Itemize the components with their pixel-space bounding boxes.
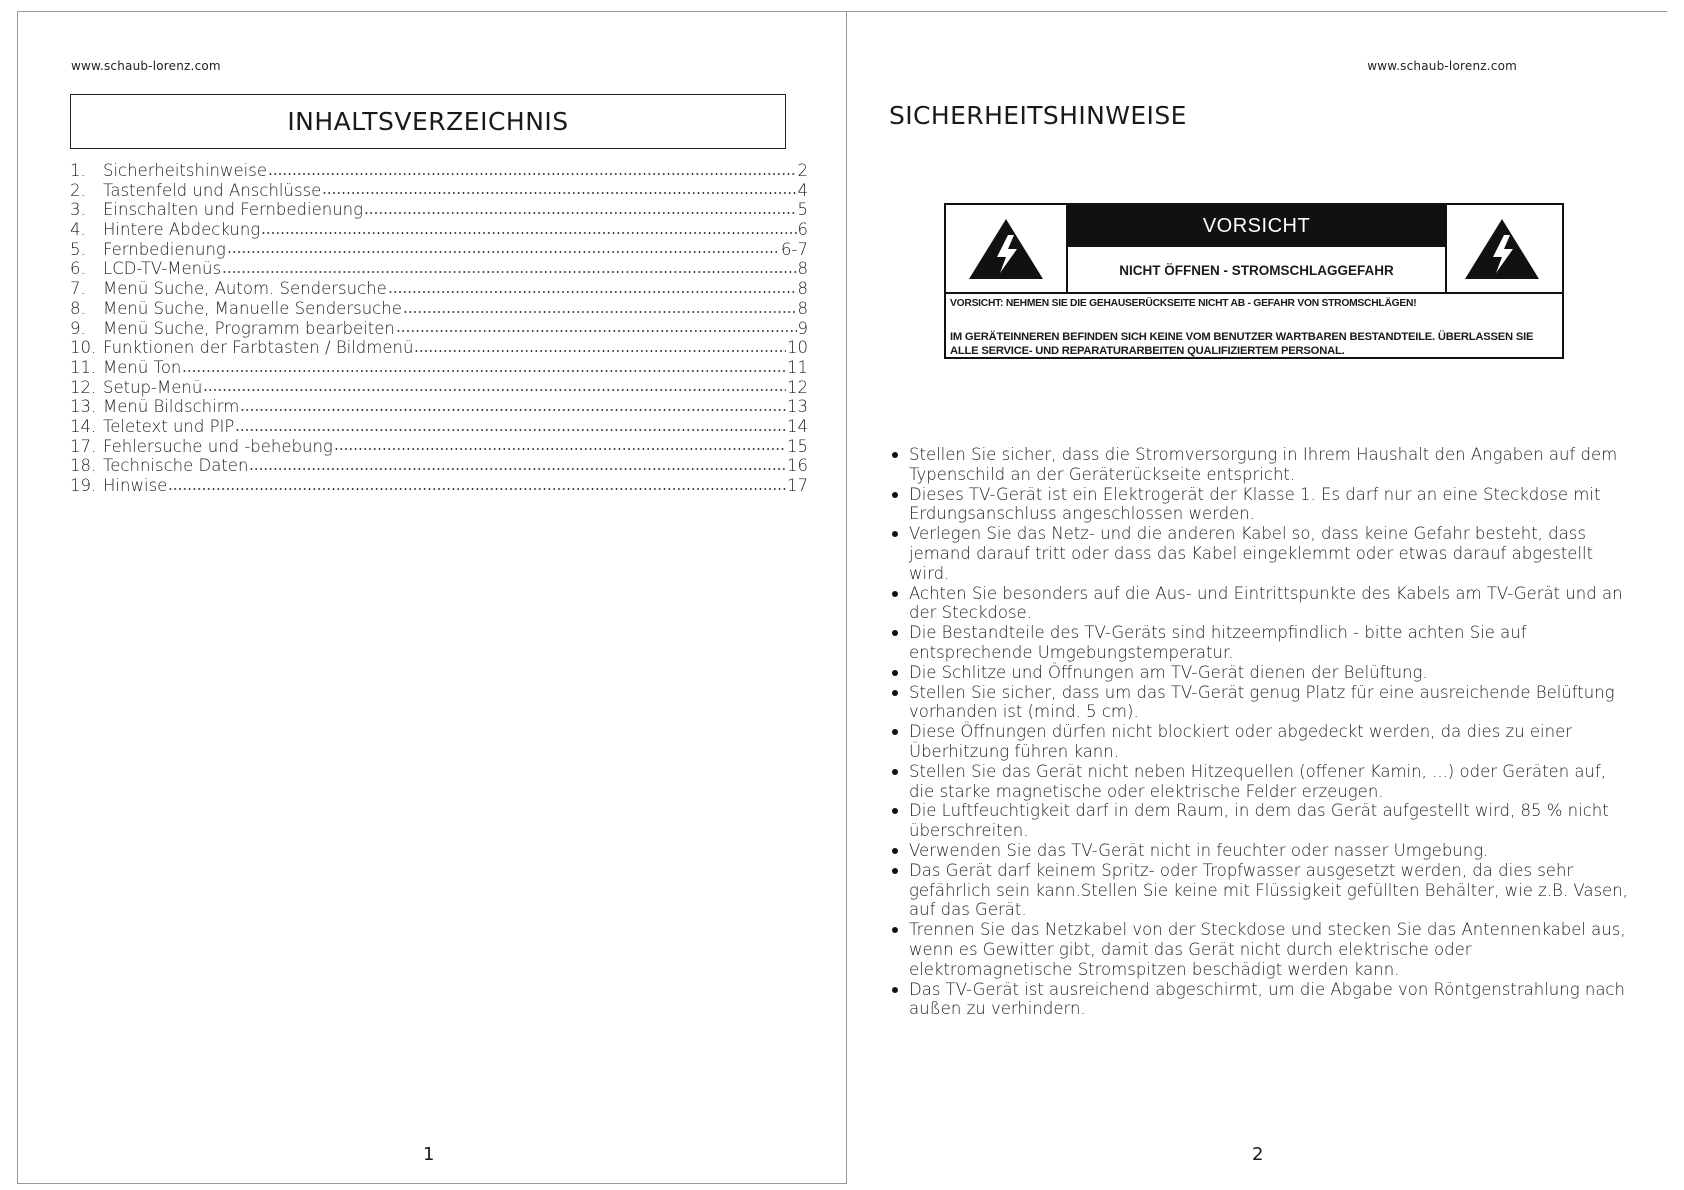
page-number: 2 — [1252, 1144, 1264, 1165]
toc-entry-number: 11. — [70, 357, 97, 377]
toc-entry — [70, 240, 808, 260]
toc-entry-page: 8 — [797, 259, 808, 279]
toc-entry-number: 4. — [70, 220, 86, 240]
toc-entry-number: 13. — [70, 397, 97, 417]
warning-center-panel — [1066, 205, 1447, 292]
table-of-contents — [70, 161, 808, 496]
toc-entry-number: 17. — [70, 436, 97, 456]
safety-item: Die Luftfeuchtigkeit darf in dem Raum, in dem das Gerät aufgestellt wird, 85 % nicht überschreiten. — [889, 801, 1629, 841]
toc-entry-title: Funktionen der Farbtasten / Bildmenü — [103, 338, 414, 358]
toc-entry-title: Menü Suche, Autom. Sendersuche — [103, 279, 387, 299]
toc-entry — [70, 200, 808, 220]
toc-entry-number: 8. — [70, 298, 86, 318]
warning-header: VORSICHT — [1068, 205, 1445, 247]
toc-entry-title: Menü Ton — [103, 357, 182, 377]
safety-item: Achten Sie besonders auf die Aus- und Eintrittspunkte des Kabels am TV-Gerät und an der Steckdose. — [889, 584, 1629, 624]
safety-item: Die Bestandteile des TV-Geräts sind hitzeempfindlich - bitte achten Sie auf entsprechende Umgebungstemperatur. — [889, 623, 1629, 663]
toc-entry-title: Hintere Abdeckung — [103, 220, 261, 240]
safety-item: Die Schlitze und Öffnungen am TV-Gerät dienen der Belüftung. — [889, 663, 1629, 683]
toc-entry-number: 19. — [70, 476, 97, 495]
toc-leader-dots — [168, 487, 786, 491]
toc-entry-number: 12. — [70, 377, 97, 397]
toc-entry-number: 7. — [70, 279, 86, 299]
toc-leader-dots — [227, 250, 780, 254]
toc-entry-number: 18. — [70, 456, 97, 476]
warning-label — [944, 203, 1564, 359]
toc-leader-dots — [182, 369, 786, 373]
toc-leader-dots — [403, 310, 797, 314]
toc-entry-title: Fehlersuche und -behebung — [103, 436, 333, 456]
toc-leader-dots — [203, 388, 786, 392]
toc-leader-dots — [396, 329, 797, 333]
toc-entry-page: 10 — [787, 338, 808, 358]
toc-entry-page: 4 — [797, 180, 808, 200]
toc-entry-title: Fernbedienung — [103, 239, 226, 259]
safety-item: Verlegen Sie das Netz- und die anderen Kabel so, dass keine Gefahr besteht, dass jemand darauf tritt oder dass das Kabel eingeklemmt oder etwas darauf abgestellt wird. — [889, 524, 1629, 583]
toc-entry-number: 5. — [70, 239, 86, 259]
toc-entry-title: Teletext und PIP — [103, 416, 235, 436]
toc-entry-page: 2 — [797, 161, 808, 180]
toc-entry-number: 6. — [70, 259, 86, 279]
toc-entry-page: 6 — [797, 220, 808, 240]
toc-entry — [70, 161, 808, 181]
toc-entry-page: 8 — [797, 298, 808, 318]
warning-icon-cell-left — [946, 205, 1066, 292]
safety-item: Verwenden Sie das TV-Gerät nicht in feuchter oder nasser Umgebung. — [889, 841, 1629, 861]
toc-entry — [70, 181, 808, 201]
toc-entry — [70, 259, 808, 279]
toc-leader-dots — [364, 211, 796, 215]
toc-entry-page: 5 — [797, 200, 808, 220]
high-voltage-warning-icon — [967, 217, 1045, 281]
left-page — [18, 0, 846, 1190]
toc-entry-title: Sicherheitshinweise — [103, 161, 267, 180]
safety-item: Stellen Sie das Gerät nicht neben Hitzequellen (offener Kamin, ...) oder Geräten auf, die starke magnetische oder elektrische Felder erzeugen. — [889, 762, 1629, 802]
toc-entry-page: 6-7 — [781, 239, 808, 259]
toc-entry-page: 13 — [787, 397, 808, 417]
toc-entry — [70, 437, 808, 457]
warning-subheader: NICHT ÖFFNEN - STROMSCHLAGGEFAHR — [1119, 263, 1394, 278]
page-number: 1 — [423, 1144, 435, 1165]
toc-entry-title: Menü Suche, Programm bearbeiten — [103, 318, 395, 338]
toc-entry-title: Technische Daten — [103, 456, 249, 476]
toc-entry — [70, 319, 808, 339]
toc-entry-page: 9 — [797, 318, 808, 338]
toc-leader-dots — [388, 290, 797, 294]
toc-entry-number: 3. — [70, 200, 86, 220]
safety-item: Trennen Sie das Netzkabel von der Steckdose und stecken Sie das Antennenkabel aus, wenn es Gewitter gibt, damit das Gerät nicht durch elektrische oder elektromagnetische Stromspitzen beschädigt werden kann. — [889, 920, 1629, 979]
toc-leader-dots — [235, 428, 786, 432]
right-page — [847, 0, 1667, 1190]
toc-leader-dots — [322, 191, 796, 195]
toc-entry — [70, 299, 808, 319]
toc-title: INHALTSVERZEICHNIS — [70, 94, 786, 149]
toc-entry — [70, 378, 808, 398]
toc-entry-number: 9. — [70, 318, 86, 338]
safety-item: Stellen Sie sicher, dass die Stromversorgung in Ihrem Haushalt den Angaben auf dem Typenschild an der Geräterückseite entspricht. — [889, 445, 1629, 485]
safety-item: Stellen Sie sicher, dass um das TV-Gerät genug Platz für eine ausreichende Belüftung vorhanden ist (mind. 5 cm). — [889, 683, 1629, 723]
toc-entry-title: Menü Bildschirm — [103, 397, 240, 417]
toc-entry — [70, 279, 808, 299]
warning-text-line-1: VORSICHT: NEHMEN SIE DIE GEHAUSERÜCKSEITE NICHT AB - GEFAHR VON STROMSCHLÄGEN! — [946, 292, 1562, 309]
toc-entry-title: Tastenfeld und Anschlüsse — [103, 180, 322, 200]
toc-entry — [70, 397, 808, 417]
warning-text-line-2: IM GERÄTEINNEREN BEFINDEN SICH KEINE VOM BENUTZER WARTBAREN BESTANDTEILE. ÜBERLASSEN SIE ALLE SERVICE- UND REPARATURARBEITEN QUALIFIZIERTEM PERSONAL. — [950, 331, 1534, 357]
toc-entry-number: 14. — [70, 416, 97, 436]
toc-entry-number: 1. — [70, 161, 86, 180]
high-voltage-warning-icon — [1463, 217, 1541, 281]
toc-entry-title: Hinwise — [103, 476, 168, 495]
toc-entry-page: 17 — [787, 476, 808, 495]
safety-item: Das Gerät darf keinem Spritz- oder Tropfwasser ausgesetzt werden, da dies sehr gefährlich sein kann.Stellen Sie keine mit Flüssigkeit gefüllten Behälter, wie z.B. Vasen, auf das Gerät. — [889, 861, 1629, 920]
toc-leader-dots — [240, 408, 786, 412]
safety-item: Das TV-Gerät ist ausreichend abgeschirmt, um die Abgabe von Röntgenstrahlung nach außen zu verhindern. — [889, 980, 1629, 1020]
toc-entry-page: 11 — [787, 357, 808, 377]
toc-entry-title: Setup-Menü — [103, 377, 203, 397]
toc-leader-dots — [414, 349, 786, 353]
toc-entry-title: LCD-TV-Menüs — [103, 259, 222, 279]
toc-leader-dots — [261, 231, 796, 235]
section-title: SICHERHEITSHINWEISE — [889, 101, 1187, 130]
toc-entry-page: 15 — [787, 436, 808, 456]
toc-entry-page: 14 — [787, 416, 808, 436]
safety-instructions-list — [889, 445, 1629, 1019]
toc-entry-number: 2. — [70, 180, 86, 200]
toc-entry — [70, 358, 808, 378]
toc-entry-title: Einschalten und Fernbedienung — [103, 200, 364, 220]
toc-entry — [70, 338, 808, 358]
safety-item: Diese Öffnungen dürfen nicht blockiert oder abgedeckt werden, da dies zu einer Überhitzung führen kann. — [889, 722, 1629, 762]
toc-entry-page: 16 — [787, 456, 808, 476]
toc-leader-dots — [222, 270, 796, 274]
website-url: www.schaub-lorenz.com — [71, 59, 221, 73]
toc-entry-page: 12 — [787, 377, 808, 397]
toc-entry-title: Menü Suche, Manuelle Sendersuche — [103, 298, 402, 318]
toc-entry — [70, 417, 808, 437]
toc-leader-dots — [268, 172, 797, 176]
toc-entry-number: 10. — [70, 338, 97, 358]
toc-entry-page: 8 — [797, 279, 808, 299]
toc-leader-dots — [334, 447, 786, 451]
safety-item: Dieses TV-Gerät ist ein Elektrogerät der Klasse 1. Es darf nur an eine Steckdose mit Erdungsanschluss angeschlossen werden. — [889, 485, 1629, 525]
toc-leader-dots — [249, 467, 786, 471]
website-url: www.schaub-lorenz.com — [1367, 59, 1517, 73]
toc-entry — [70, 476, 808, 496]
toc-entry — [70, 220, 808, 240]
warning-icon-cell-right — [1442, 205, 1562, 292]
toc-entry — [70, 456, 808, 476]
